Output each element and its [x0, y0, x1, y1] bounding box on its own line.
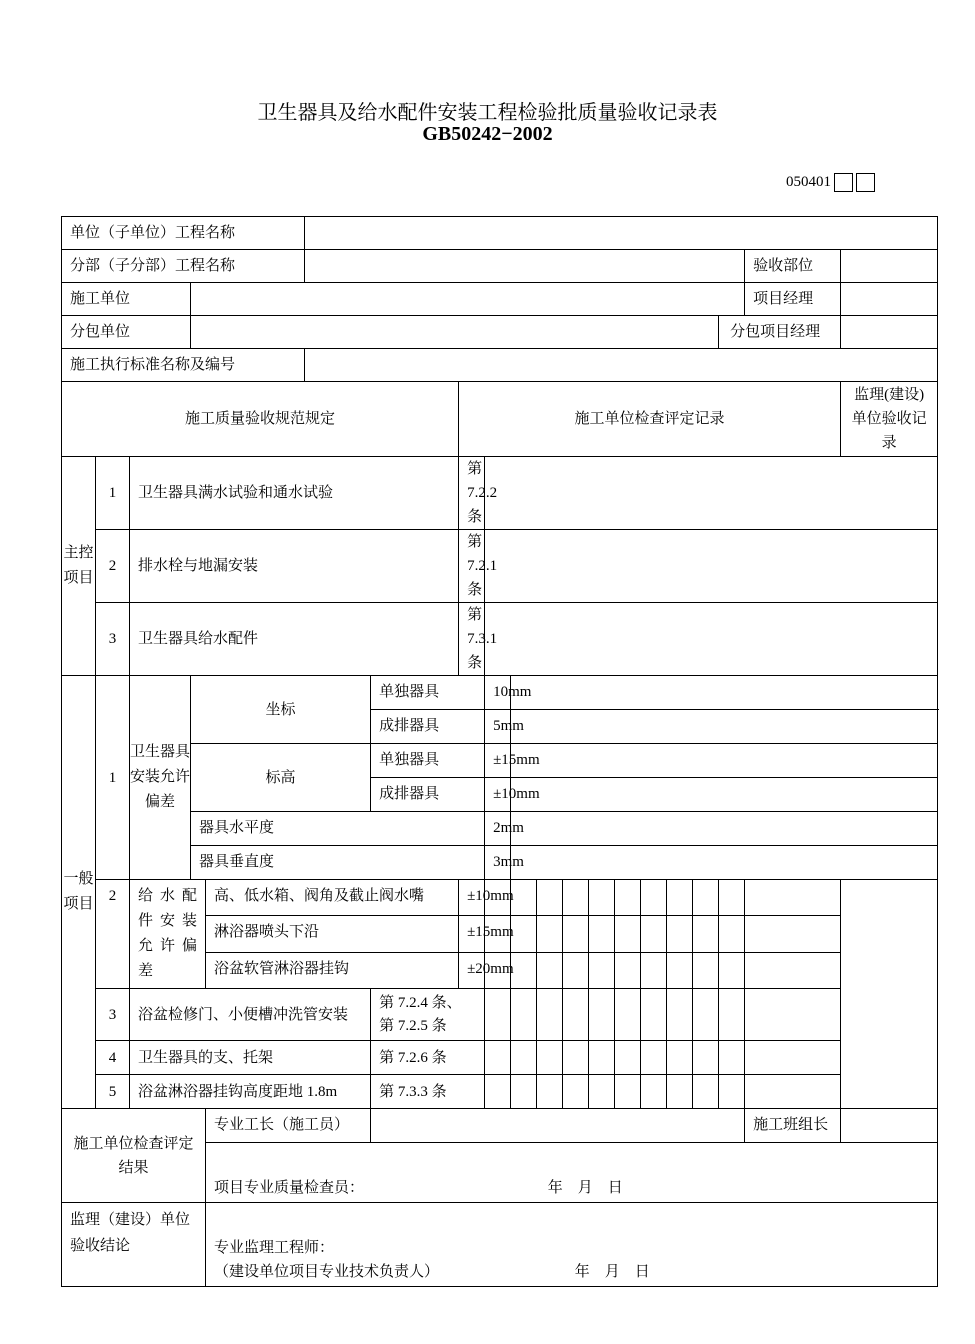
- measure-cell[interactable]: [615, 880, 641, 916]
- measure-cell[interactable]: [693, 916, 719, 952]
- tolerance-value: ±15mm: [459, 916, 485, 952]
- measure-cell[interactable]: [693, 880, 719, 916]
- measure-cell[interactable]: [615, 1041, 641, 1075]
- subcontract-pm-label: 分包项目经理: [719, 316, 841, 349]
- measure-cell[interactable]: [615, 952, 641, 988]
- measure-cell[interactable]: [485, 1075, 511, 1109]
- measure-cell[interactable]: [745, 1041, 841, 1075]
- measure-cell[interactable]: [667, 916, 693, 952]
- measure-cell[interactable]: [693, 1075, 719, 1109]
- measure-cell[interactable]: [563, 952, 589, 988]
- owner-representative-label: （建设单位项目专业技术负责人）: [214, 1264, 440, 1280]
- project-manager-label: 项目经理: [745, 283, 841, 316]
- coordinate-label: 坐标: [191, 676, 371, 744]
- measure-cell[interactable]: [641, 989, 667, 1041]
- main-item-no: 3: [96, 603, 130, 676]
- measure-cell[interactable]: [537, 1075, 563, 1109]
- acceptance-part-field[interactable]: [841, 250, 938, 283]
- fixture-deviation-label: 卫生器具安装允许偏差: [130, 676, 191, 880]
- measure-cell[interactable]: [537, 1041, 563, 1075]
- deviation-record[interactable]: [511, 676, 938, 710]
- measure-cell[interactable]: [537, 880, 563, 916]
- general-items-label: 一般项目: [62, 676, 96, 1109]
- unit-project-name-field[interactable]: [305, 217, 938, 250]
- team-leader-field[interactable]: [841, 1109, 938, 1143]
- supervision-date: 年 月 日: [574, 1264, 650, 1280]
- form-title: 卫生器具及给水配件安装工程检验批质量验收记录表: [257, 100, 718, 124]
- tolerance-value: ±10mm: [459, 880, 485, 916]
- subcontract-unit-field[interactable]: [191, 316, 719, 349]
- measure-cell[interactable]: [641, 1075, 667, 1109]
- measure-cell[interactable]: [641, 880, 667, 916]
- measure-cell[interactable]: [745, 952, 841, 988]
- fitting-row-name: 高、低水箱、阀角及截止阀水嘴: [206, 880, 459, 916]
- measure-cell[interactable]: [641, 1041, 667, 1075]
- main-item-name: 卫生器具给水配件: [130, 603, 459, 676]
- main-item-name: 卫生器具满水试验和通水试验: [130, 457, 459, 530]
- foreman-field[interactable]: [371, 1109, 745, 1143]
- main-item-name: 排水栓与地漏安装: [130, 530, 459, 603]
- form-code: [786, 173, 875, 192]
- measure-cell[interactable]: [511, 989, 537, 1041]
- measure-cell[interactable]: [719, 952, 745, 988]
- measure-cell[interactable]: [745, 880, 841, 916]
- measure-cell[interactable]: [667, 989, 693, 1041]
- measure-cell[interactable]: [537, 952, 563, 988]
- main-item-record[interactable]: [485, 457, 938, 530]
- inspector-label: 项目专业质量检查员：: [214, 1180, 365, 1196]
- measure-cell[interactable]: [511, 916, 537, 952]
- measure-cell[interactable]: [667, 1075, 693, 1109]
- supervision-conclusion-cell[interactable]: [206, 1203, 938, 1287]
- inspection-table: [61, 216, 938, 1287]
- general-item-name: 卫生器具的支、托架: [130, 1041, 371, 1075]
- measure-cell[interactable]: [693, 1041, 719, 1075]
- measure-cell[interactable]: [745, 989, 841, 1041]
- code-box-1[interactable]: [834, 173, 853, 192]
- measure-cell[interactable]: [589, 989, 615, 1041]
- tolerance-value: 5mm: [485, 710, 511, 744]
- measure-cell[interactable]: [745, 916, 841, 952]
- acceptance-part-label: 验收部位: [745, 250, 841, 283]
- inspector-cell[interactable]: [206, 1143, 938, 1203]
- supervision-header: 监理(建设)单位验收记录: [841, 382, 938, 457]
- main-item-record[interactable]: [485, 603, 938, 676]
- construction-unit-field[interactable]: [191, 283, 745, 316]
- measure-cell[interactable]: [537, 989, 563, 1041]
- measure-cell[interactable]: [589, 1041, 615, 1075]
- subcontract-unit-label: 分包单位: [62, 316, 191, 349]
- tolerance-value: 10mm: [485, 676, 511, 710]
- measure-cell[interactable]: [589, 1075, 615, 1109]
- team-leader-label: 施工班组长: [745, 1109, 841, 1143]
- measure-cell[interactable]: [615, 916, 641, 952]
- general-item-clause: 第 7.2.6 条: [371, 1041, 485, 1075]
- measure-cell[interactable]: [563, 989, 589, 1041]
- main-item-no: 2: [96, 530, 130, 603]
- deviation-record[interactable]: [511, 778, 938, 812]
- row-fixture-label: 成排器具: [371, 778, 485, 812]
- supervision-engineer-label: 专业监理工程师：: [214, 1240, 335, 1256]
- general-item-no: 1: [96, 676, 130, 880]
- fixture-vertical-label: 器具垂直度: [191, 846, 485, 880]
- measure-cell[interactable]: [719, 1075, 745, 1109]
- check-result-label: 施工单位检查评定结果: [62, 1109, 206, 1203]
- measure-cell[interactable]: [589, 916, 615, 952]
- tolerance-value: ±10mm: [485, 778, 511, 812]
- subcontract-pm-field[interactable]: [841, 316, 938, 349]
- general-item-no: 4: [96, 1041, 130, 1075]
- standard-name-field[interactable]: [305, 349, 938, 382]
- measure-cell[interactable]: [641, 916, 667, 952]
- measure-cell[interactable]: [719, 916, 745, 952]
- fitting-row-name: 浴盆软管淋浴器挂钩: [206, 952, 459, 988]
- measure-cell[interactable]: [745, 1075, 841, 1109]
- measure-cell[interactable]: [719, 989, 745, 1041]
- main-item-record[interactable]: [485, 530, 938, 603]
- measure-cell[interactable]: [589, 880, 615, 916]
- fitting-deviation-label: 给水配件安装允许偏差: [130, 880, 206, 989]
- supervision-conclusion-label: 监理（建设）单位验收结论: [62, 1203, 206, 1287]
- inspection-date: 年 月 日: [547, 1180, 623, 1196]
- general-item-clause: 第 7.2.4 条、第 7.2.5 条: [371, 989, 485, 1041]
- tolerance-value: ±20mm: [459, 952, 485, 988]
- general-item-no: 5: [96, 1075, 130, 1109]
- deviation-record[interactable]: [511, 710, 938, 744]
- standard-code: GB50242−2002: [422, 123, 553, 145]
- tolerance-value: 3mm: [485, 846, 511, 880]
- single-fixture-label: 单独器具: [371, 676, 485, 710]
- foreman-label: 专业工长（施工员）: [206, 1109, 371, 1143]
- measure-cell[interactable]: [667, 952, 693, 988]
- form-number: 050401: [786, 174, 831, 190]
- fitting-row-name: 淋浴器喷头下沿: [206, 916, 459, 952]
- measure-cell[interactable]: [615, 989, 641, 1041]
- general-item-name: 浴盆检修门、小便槽冲洗管安装: [130, 989, 371, 1041]
- general-item-no: 2: [96, 880, 130, 989]
- construction-unit-label: 施工单位: [62, 283, 191, 316]
- sub-project-name-field[interactable]: [305, 250, 745, 283]
- elevation-label: 标高: [191, 744, 371, 812]
- measure-cell[interactable]: [693, 989, 719, 1041]
- measure-cell[interactable]: [485, 989, 511, 1041]
- measure-cell[interactable]: [641, 952, 667, 988]
- main-items-label: 主控项目: [62, 457, 96, 676]
- unit-project-name-label: 单位（子单位）工程名称: [62, 217, 305, 250]
- tolerance-value: 2mm: [485, 812, 511, 846]
- code-box-2[interactable]: [856, 173, 875, 192]
- project-manager-field[interactable]: [841, 283, 938, 316]
- measure-cell[interactable]: [511, 880, 537, 916]
- row-fixture-label: 成排器具: [371, 710, 485, 744]
- deviation-record[interactable]: [511, 744, 938, 778]
- measure-cell[interactable]: [667, 880, 693, 916]
- deviation-record[interactable]: [511, 812, 938, 846]
- check-record-header: 施工单位检查评定记录: [459, 382, 841, 457]
- measure-cell[interactable]: [511, 952, 537, 988]
- tolerance-value: ±15mm: [485, 744, 511, 778]
- main-item-clause: 第 7.2.1 条: [459, 530, 485, 603]
- measure-cell[interactable]: [563, 1075, 589, 1109]
- measure-cell[interactable]: [667, 1041, 693, 1075]
- main-item-clause: 第 7.3.1 条: [459, 603, 485, 676]
- measure-cell[interactable]: [537, 916, 563, 952]
- measure-cell[interactable]: [589, 952, 615, 988]
- measure-cell[interactable]: [511, 1075, 537, 1109]
- general-item-name: 浴盆淋浴器挂钩高度距地 1.8m: [130, 1075, 371, 1109]
- standard-name-label: 施工执行标准名称及编号: [62, 349, 305, 382]
- measure-cell[interactable]: [511, 1041, 537, 1075]
- fixture-level-label: 器具水平度: [191, 812, 485, 846]
- measure-cell[interactable]: [615, 1075, 641, 1109]
- measure-cell[interactable]: [563, 916, 589, 952]
- main-item-no: 1: [96, 457, 130, 530]
- spec-header: 施工质量验收规范规定: [62, 382, 459, 457]
- measure-cell[interactable]: [485, 1041, 511, 1075]
- measure-cell[interactable]: [563, 1041, 589, 1075]
- measure-cell[interactable]: [693, 952, 719, 988]
- single-fixture-label: 单独器具: [371, 744, 485, 778]
- sub-project-name-label: 分部（子分部）工程名称: [62, 250, 305, 283]
- measure-cell[interactable]: [563, 880, 589, 916]
- measure-cell[interactable]: [719, 1041, 745, 1075]
- main-item-clause: 第 7.2.2 条: [459, 457, 485, 530]
- general-item-no: 3: [96, 989, 130, 1041]
- measure-cell[interactable]: [719, 880, 745, 916]
- deviation-record[interactable]: [511, 846, 938, 880]
- general-item-clause: 第 7.3.3 条: [371, 1075, 485, 1109]
